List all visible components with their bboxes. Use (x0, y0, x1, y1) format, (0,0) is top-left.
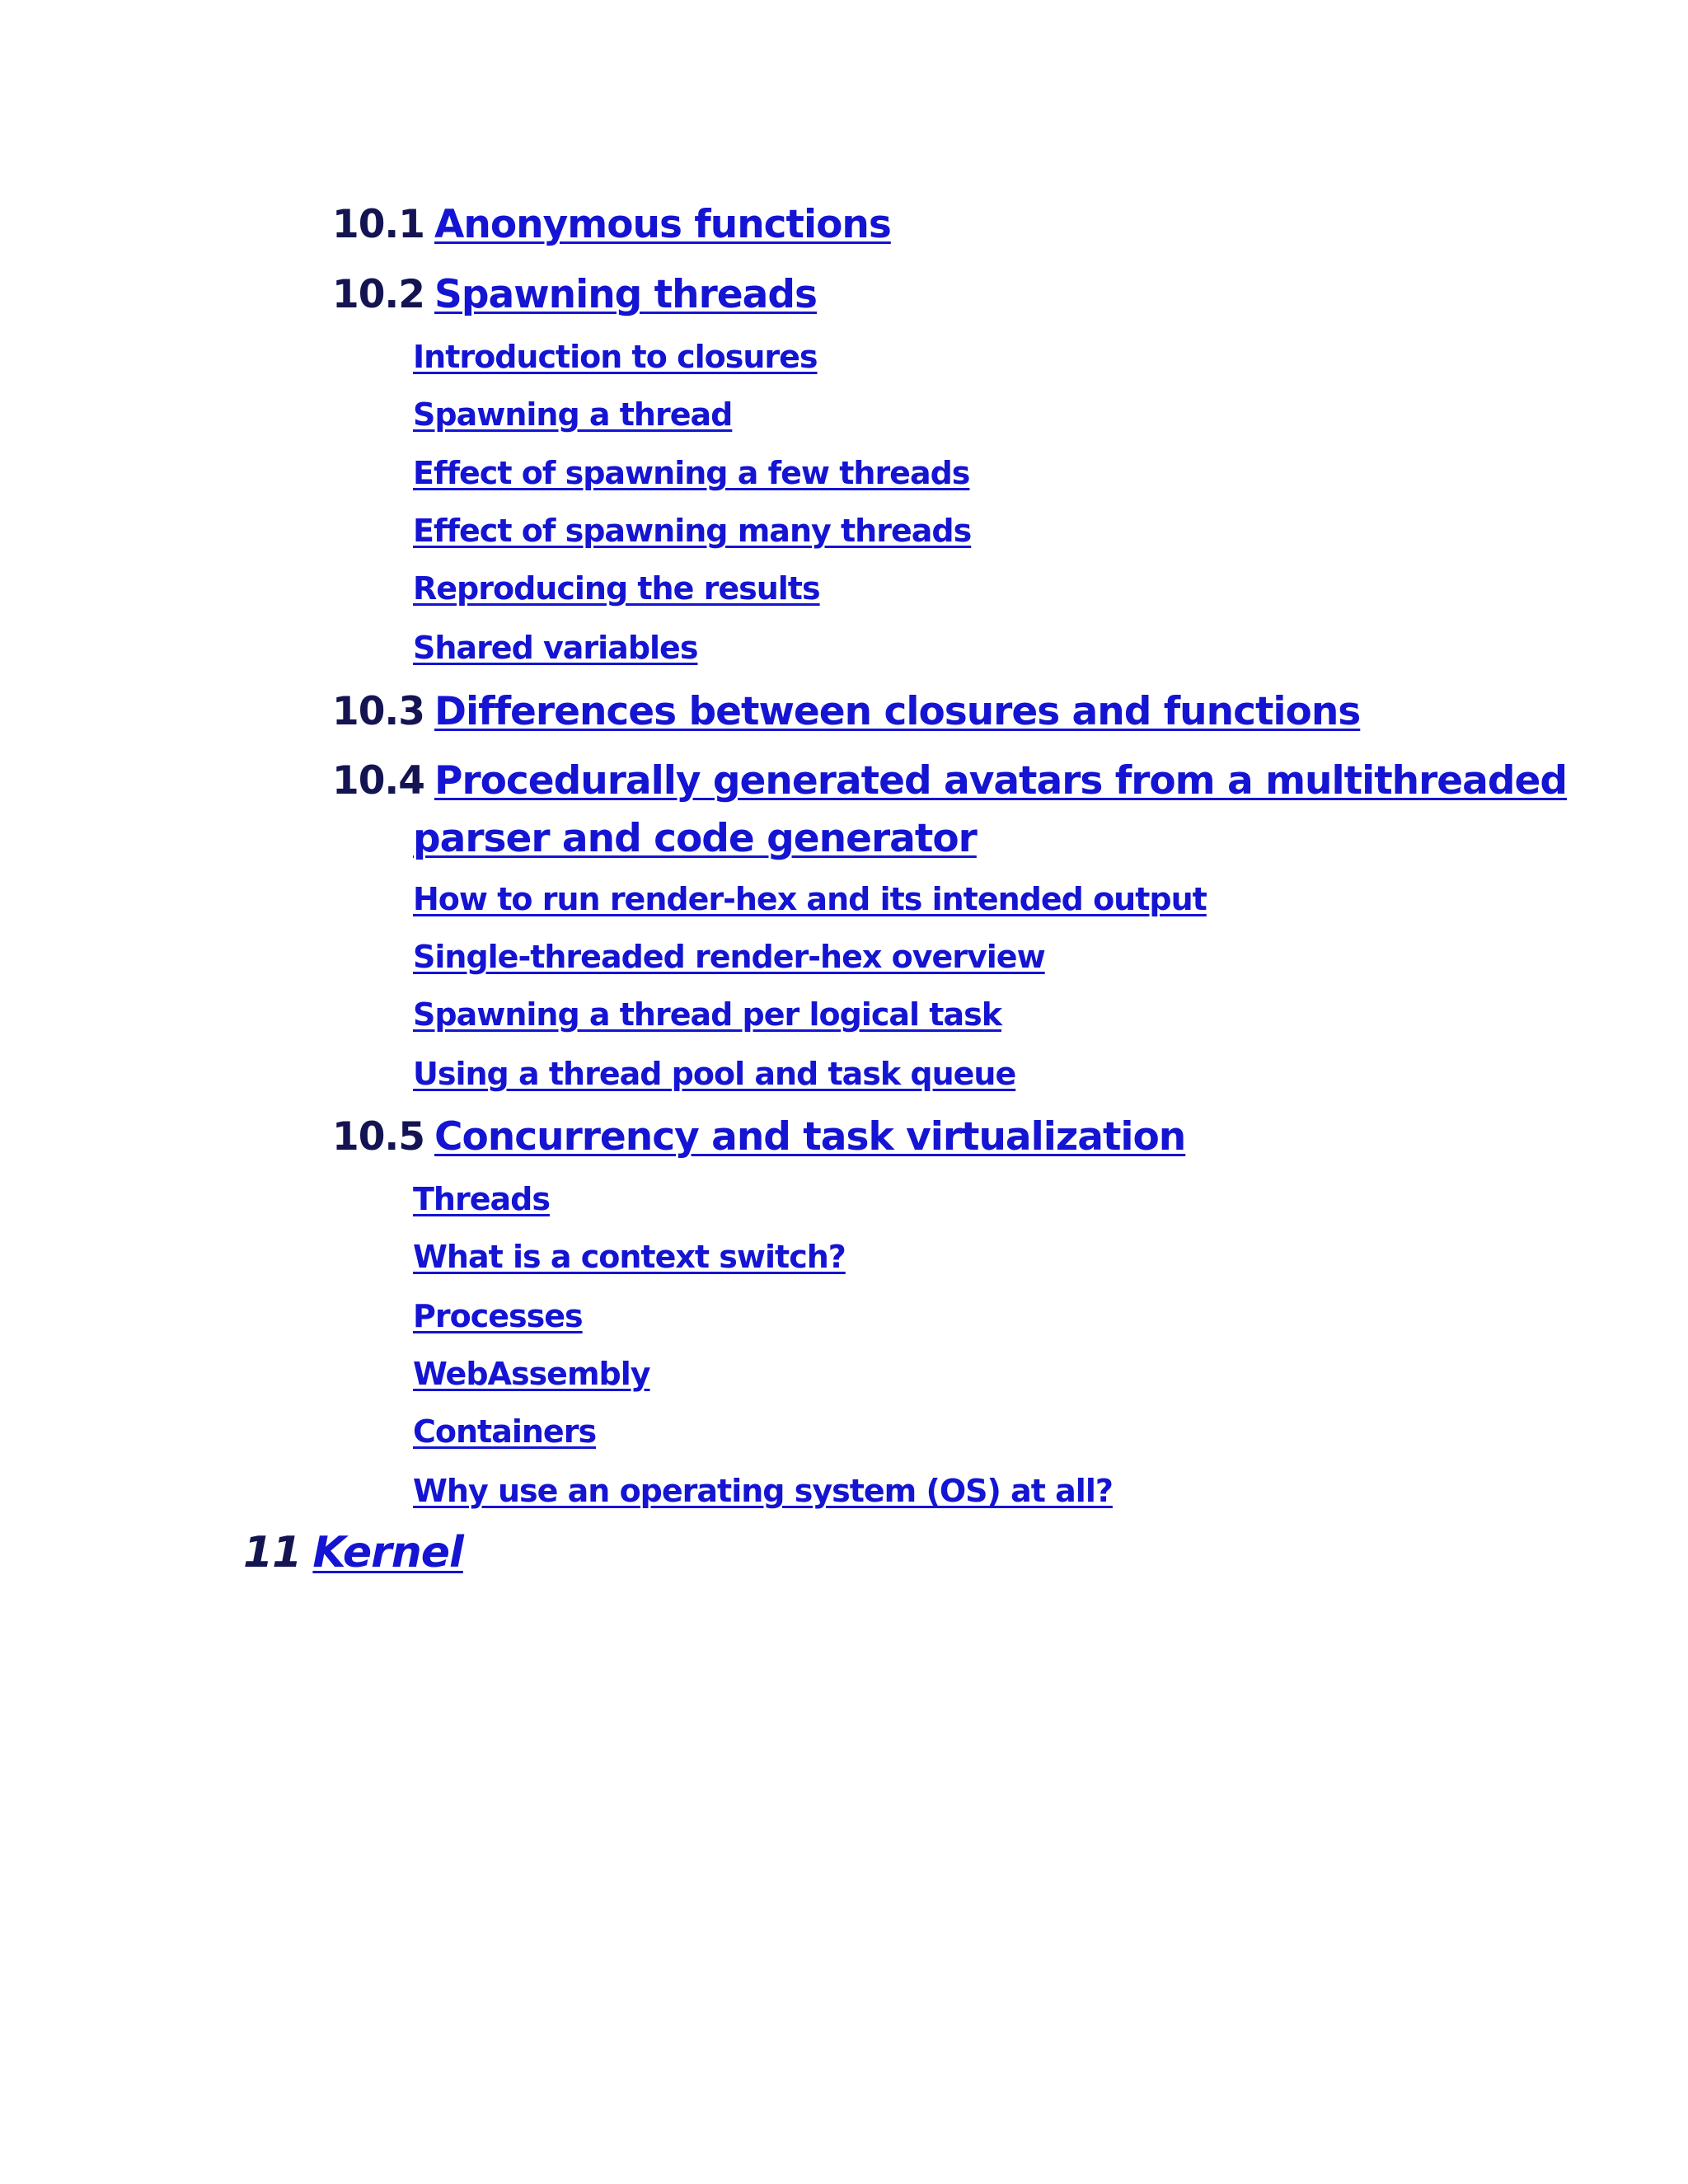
subsection-link[interactable]: Why use an operating system (OS) at all? (413, 1473, 1113, 1509)
subsection-link[interactable]: Effect of spawning a few threads (413, 455, 970, 491)
chapter-link-kernel[interactable]: Kernel (312, 1528, 463, 1577)
subsection-link[interactable]: Shared variables (413, 630, 698, 666)
section-link-anonymous-functions[interactable]: Anonymous functions (434, 202, 891, 247)
subsection-link[interactable]: WebAssembly (413, 1356, 650, 1392)
subsection-link[interactable]: Spawning a thread (413, 396, 733, 433)
chapter-number: 11 (243, 1528, 302, 1577)
section-number: 10.1 (332, 202, 424, 247)
section-number: 10.5 (332, 1114, 424, 1160)
subsection-link[interactable]: Using a thread pool and task queue (413, 1056, 1016, 1092)
section-number: 10.3 (332, 689, 424, 734)
toc-chapter-11 (243, 1526, 463, 1579)
subsection-link[interactable]: Reproducing the results (413, 570, 820, 607)
subsection-link[interactable]: Effect of spawning many threads (413, 513, 972, 549)
subsection-link[interactable]: Threads (413, 1181, 550, 1217)
subsection-link[interactable]: Containers (413, 1413, 597, 1450)
subsection-link[interactable]: Processes (413, 1298, 583, 1334)
subsection-link[interactable]: What is a context switch? (413, 1239, 846, 1275)
subsection-link[interactable]: Single-threaded render-hex overview (413, 939, 1045, 975)
section-number: 10.2 (332, 272, 424, 317)
subsection-link[interactable]: Spawning a thread per logical task (413, 996, 1001, 1033)
subsection-link[interactable]: Introduction to closures (413, 339, 818, 375)
subsection-link[interactable]: How to run render-hex and its intended output (413, 881, 1207, 917)
section-link-procedurally-generated-avatars-cont[interactable]: parser and code generator (413, 816, 977, 861)
section-number: 10.4 (332, 758, 424, 804)
section-link-procedurally-generated-avatars[interactable]: Procedurally generated avatars from a multithreaded (434, 758, 1568, 804)
section-link-concurrency-task-virtualization[interactable]: Concurrency and task virtualization (434, 1114, 1186, 1160)
section-link-differences-closures-functions[interactable]: Differences between closures and functions (434, 689, 1361, 734)
section-link-spawning-threads[interactable]: Spawning threads (434, 272, 817, 317)
